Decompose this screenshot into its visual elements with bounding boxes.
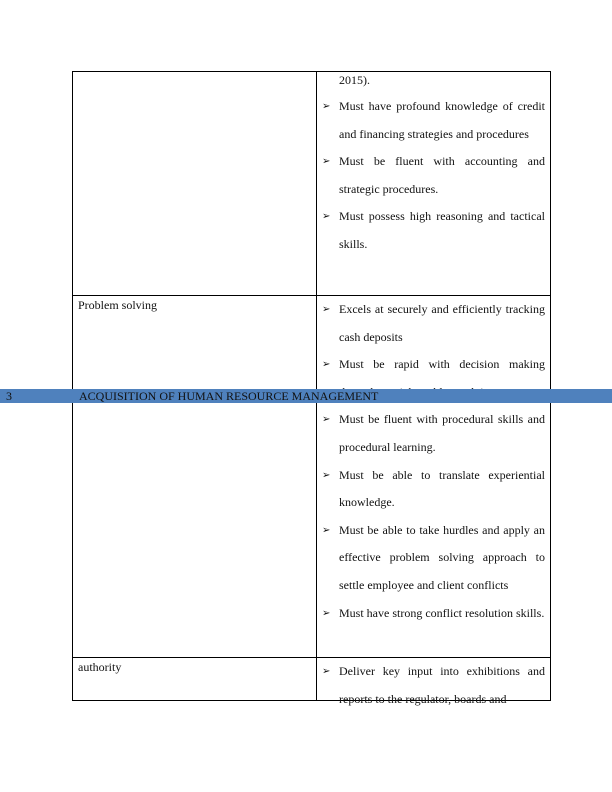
row-detail-cell [317, 296, 551, 658]
row-label-cell: Problem solving [73, 296, 317, 658]
arrow-bullet-icon: ➢ [322, 211, 331, 223]
table-row [73, 296, 551, 658]
arrow-bullet-icon: ➢ [322, 156, 331, 168]
arrow-bullet-icon: ➢ [322, 666, 331, 677]
arrow-bullet-icon: ➢ [322, 414, 331, 426]
cell-clip [317, 658, 550, 706]
row-detail-cell [317, 658, 551, 706]
row-label-cell: authority [73, 658, 317, 701]
arrow-bullet-icon: ➢ [322, 304, 331, 315]
arrow-bullet-icon: ➢ [322, 469, 331, 481]
running-header-band [0, 389, 612, 403]
table-row [73, 658, 551, 701]
bullet-list [317, 658, 550, 713]
arrow-bullet-icon: ➢ [322, 359, 331, 371]
list-item [317, 93, 550, 148]
row-label-cell [73, 72, 317, 296]
list-item [317, 658, 550, 713]
page-number: 3 [6, 389, 12, 403]
continued-text: 2015). [339, 73, 370, 87]
list-item [317, 462, 550, 517]
bullet-text: Must be fluent with accounting and strategic procedures. [339, 154, 545, 196]
bullet-text: Must possess high reasoning and tactical skills. [339, 209, 545, 251]
list-item [317, 148, 550, 203]
bullet-text: Excels at securely and efficiently tracking cash deposits [339, 302, 545, 344]
table-row [73, 72, 551, 296]
bullet-text: Must be fluent with procedural skills and procedural learning. [339, 412, 545, 454]
bullet-list [317, 93, 550, 259]
arrow-bullet-icon: ➢ [322, 524, 331, 536]
bullet-list [317, 296, 550, 627]
list-item [317, 203, 550, 258]
list-item [317, 517, 550, 600]
requirements-table [72, 71, 551, 706]
bullet-text: Deliver key input into exhibitions and reports to the regulator, boards and [339, 664, 545, 706]
list-item [317, 296, 550, 351]
bullet-text: Must have profound knowledge of credit and financing strategies and procedures [339, 99, 545, 141]
arrow-bullet-icon: ➢ [322, 101, 331, 112]
row-detail-cell [317, 72, 551, 296]
bullet-text: Must be rapid with decision making [339, 357, 545, 372]
bullet-text: Must be able to take hurdles and apply an effective problem solving approach to settle employee and client conflicts [339, 522, 545, 592]
running-header-title: ACQUISITION OF HUMAN RESOURCE MANAGEMENT [79, 389, 379, 403]
bullet-text: Must be able to translate experiential knowledge. [339, 467, 545, 510]
arrow-bullet-icon: ➢ [322, 607, 331, 619]
list-item [317, 406, 550, 461]
list-item [317, 600, 550, 628]
bullet-text: Must have strong conflict resolution skills. [339, 605, 545, 620]
